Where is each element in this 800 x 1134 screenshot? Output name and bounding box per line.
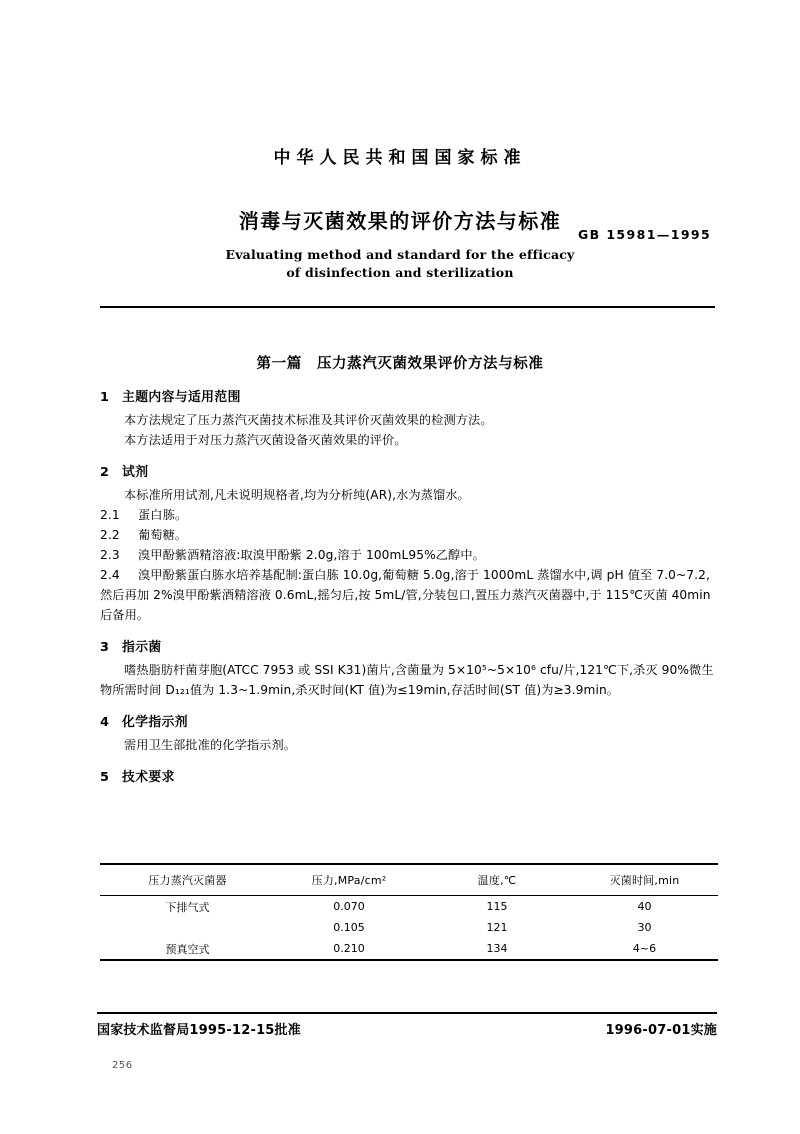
table-row bbox=[100, 896, 718, 917]
section-title-4: 化学指示剂 bbox=[122, 715, 188, 730]
section-number-4: 4 bbox=[100, 715, 110, 730]
table-row bbox=[100, 917, 718, 938]
cell-time: 40 bbox=[637, 900, 652, 913]
cell-temperature: 115 bbox=[486, 900, 508, 913]
column-header-temperature: 温度,℃ bbox=[477, 874, 517, 887]
section-number-3: 3 bbox=[100, 640, 110, 655]
item-number-2-4: 2.4 bbox=[100, 568, 120, 582]
section-heading-4 bbox=[100, 713, 720, 733]
list-item bbox=[100, 545, 720, 565]
list-item bbox=[100, 565, 720, 625]
column-header-sterilizer: 压力蒸汽灭菌器 bbox=[148, 874, 227, 887]
cell-pressure: 0.210 bbox=[333, 942, 365, 955]
table-header bbox=[100, 865, 718, 895]
list-item bbox=[100, 505, 720, 525]
document-body bbox=[100, 388, 720, 790]
spec-table bbox=[100, 865, 718, 895]
section-title-5: 技术要求 bbox=[122, 770, 175, 785]
section-title-3: 指示菌 bbox=[122, 640, 162, 655]
cell-sterilizer bbox=[100, 917, 275, 938]
header-divider-rule bbox=[100, 306, 715, 308]
document-title-chinese: 消毒与灭菌效果的评价方法与标准 bbox=[238, 209, 562, 233]
item-text-2-4: 溴甲酚紫蛋白胨水培养基配制:蛋白胨 10.0g,葡萄糖 5.0g,溶于 1000mL 蒸馏水中,调 pH 值至 7.0~7.2,然后再加 2%溴甲酚紫酒精溶液 0.6mL,摇匀后,按 5mL/管,分装包口,置压力蒸汽灭菌器中,于 115℃灭菌 40min 后备用。 bbox=[100, 568, 711, 622]
section-1-paragraph-1: 本方法规定了压力蒸汽灭菌技术标准及其评价灭菌效果的检测方法。 bbox=[124, 413, 493, 427]
section-title-1: 主题内容与适用范围 bbox=[122, 390, 241, 405]
cell-pressure: 0.070 bbox=[333, 900, 365, 913]
table-header-row bbox=[100, 865, 718, 895]
cell-time: 4~6 bbox=[632, 942, 657, 955]
section-number-5: 5 bbox=[100, 770, 110, 785]
footer-divider-rule bbox=[97, 1012, 717, 1014]
section-heading-1 bbox=[100, 388, 720, 408]
item-number-2-1: 2.1 bbox=[100, 508, 120, 522]
part-title: 第一篇 压力蒸汽灭菌效果评价方法与标准 bbox=[256, 356, 544, 372]
column-header-pressure: 压力,MPa/cm² bbox=[311, 874, 387, 887]
section-1-paragraph-2: 本方法适用于对压力蒸汽灭菌设备灭菌效果的评价。 bbox=[124, 433, 407, 447]
column-header-time: 灭菌时间,min bbox=[609, 874, 680, 887]
standard-number: GB 15981—1995 bbox=[578, 227, 712, 242]
cell-time: 30 bbox=[637, 921, 652, 934]
section-heading-3 bbox=[100, 638, 720, 658]
item-text-2-3: 溴甲酚紫酒精溶液:取溴甲酚紫 2.0g,溶于 100mL95%乙醇中。 bbox=[138, 548, 485, 562]
english-title-line-2: of disinfection and sterilization bbox=[286, 265, 514, 281]
cell-temperature: 134 bbox=[486, 942, 508, 955]
section-heading-5 bbox=[100, 768, 720, 788]
cell-pressure: 0.105 bbox=[333, 921, 365, 934]
item-text-2-2: 葡萄糖。 bbox=[138, 528, 188, 542]
national-standard-label: 中华人民共和国国家标准 bbox=[273, 148, 527, 168]
section-title-2: 试剂 bbox=[122, 465, 149, 480]
masthead bbox=[0, 148, 800, 168]
section-number-1: 1 bbox=[100, 390, 110, 405]
cell-sterilizer: 下排气式 bbox=[165, 900, 210, 914]
table-body bbox=[100, 896, 718, 959]
item-number-2-2: 2.2 bbox=[100, 528, 120, 542]
page-number: 256 bbox=[112, 1060, 133, 1071]
section-4-paragraph-1: 需用卫生部批准的化学指示剂。 bbox=[124, 738, 297, 752]
table-row bbox=[100, 938, 718, 959]
footer-issuer: 国家技术监督局1995-12-15批准 bbox=[97, 1023, 301, 1038]
document-title-english bbox=[0, 246, 800, 282]
cell-sterilizer: 预真空式 bbox=[165, 942, 210, 956]
footer-effective-date: 1996-07-01实施 bbox=[605, 1023, 717, 1038]
item-number-2-3: 2.3 bbox=[100, 548, 120, 562]
section-3-paragraph-1: 嗜热脂肪杆菌芽胞(ATCC 7953 或 SSI K31)菌片,含菌量为 5×10⁵~5×10⁶ cfu/片,121℃下,杀灭 90%微生物所需时间 D₁₂₁值为 1.3~1.9min,杀灭时间(KT 值)为≤19min,存活时间(ST 值)为≥3.9min。 bbox=[100, 663, 714, 697]
technical-requirements-table bbox=[100, 863, 718, 961]
item-text-2-1: 蛋白胨。 bbox=[138, 508, 188, 522]
english-title-line-1: Evaluating method and standard for the efficacy bbox=[225, 247, 575, 262]
list-item bbox=[100, 525, 720, 545]
section-heading-2 bbox=[100, 463, 720, 483]
table-bottom-border bbox=[100, 959, 718, 961]
spec-table-body bbox=[100, 896, 718, 959]
section-number-2: 2 bbox=[100, 465, 110, 480]
cell-temperature: 121 bbox=[486, 921, 508, 934]
section-2-paragraph-1: 本标准所用试剂,凡未说明规格者,均为分析纯(AR),水为蒸馏水。 bbox=[124, 488, 470, 502]
